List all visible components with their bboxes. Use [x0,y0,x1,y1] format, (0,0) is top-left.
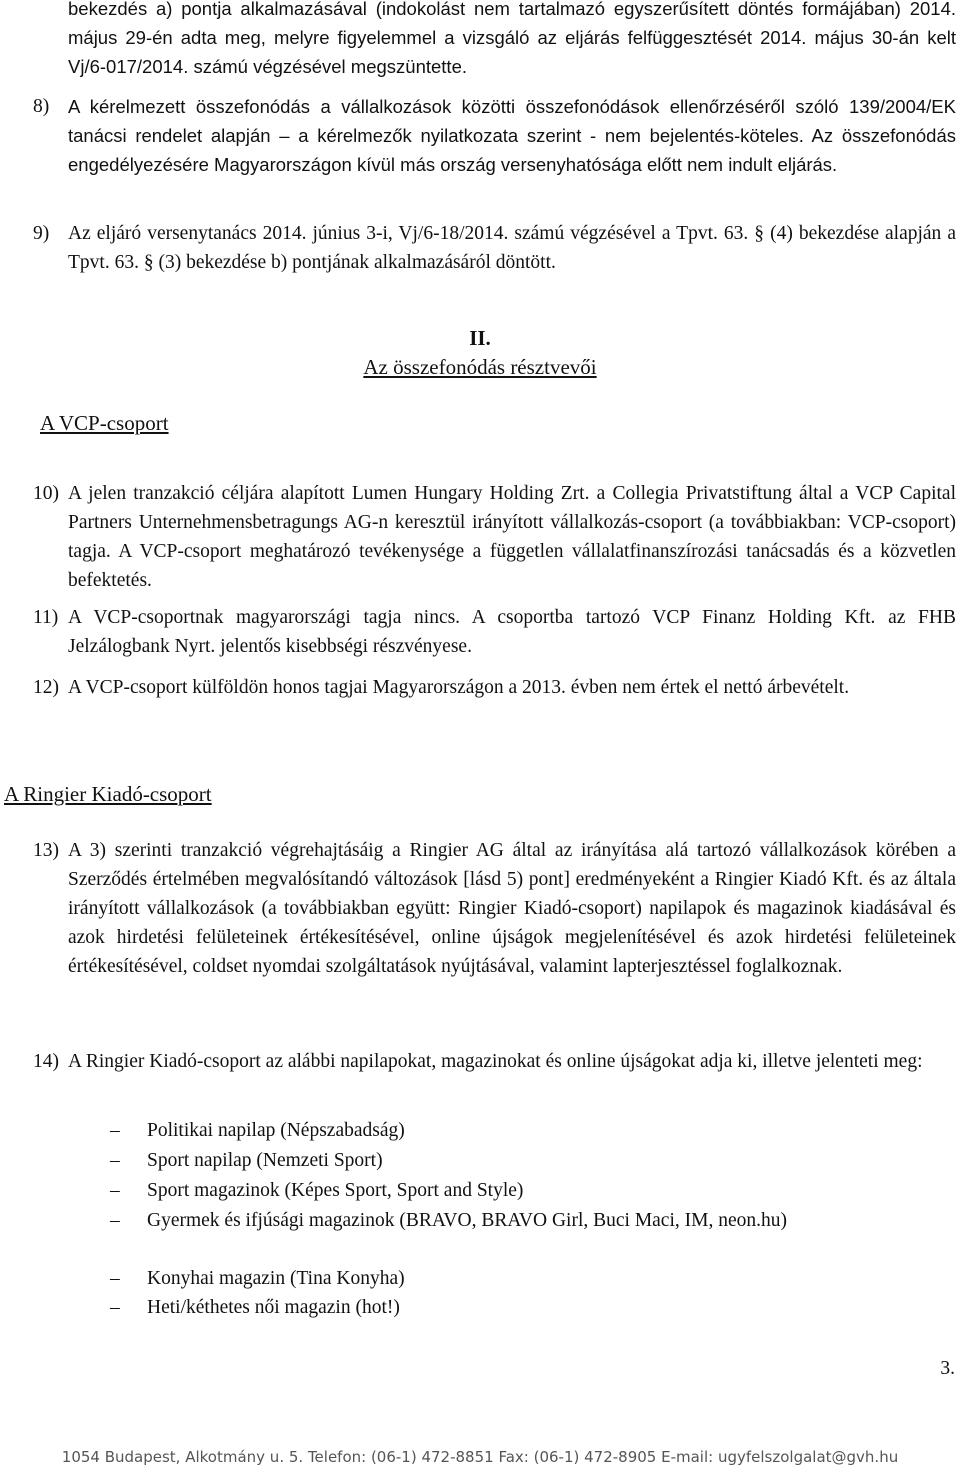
dash-bullet-icon: – [110,1210,120,1231]
item-13 [33,836,956,981]
item-text: A VCP-csoportnak magyarországi tagja nincs. A csoportba tartozó VCP Finanz Holding Kft. az FHB Jelzálogbank Nyrt. jelentős kisebbségi részvényese. [68,607,956,657]
item-text: A VCP-csoport külföldön honos tagjai Magyarországon a 2013. évben nem értek el nettó árbevételt. [68,677,850,698]
item-number: 11) [33,607,59,628]
item-12 [33,673,956,702]
list-item-text: Sport magazinok (Képes Sport, Sport and Style) [147,1180,524,1201]
item-text: A kérelmezett összefonódás a vállalkozások közötti összefonódások ellenőrzéséről szóló 139/2004/EK tanácsi rendelet alapján – a kérelmezők nyilatkozata szerint - nem bejelentés-köteles. Az összefonódás engedélyezésére Magyarországon kívül más ország versenyhatósága előtt nem indult eljárás. [68,96,956,175]
dash-bullet-icon: – [110,1120,120,1141]
section-roman-numeral: II. [469,326,491,350]
item-number: 8) [33,96,50,117]
item-text: A Ringier Kiadó-csoport az alábbi napilapokat, magazinokat és online újságokat adja ki, illetve jelenteti meg: [68,1051,923,1072]
list-item-text: Konyhai magazin (Tina Konyha) [147,1268,405,1289]
subheading-ringier: A Ringier Kiadó-csoport [4,782,212,806]
item-number: 12) [33,677,59,698]
list-item-text: Gyermek és ifjúsági magazinok (BRAVO, BRAVO Girl, Buci Maci, IM, neon.hu) [147,1210,787,1231]
item-number: 13) [33,840,59,861]
list-item-text: Heti/kéthetes női magazin (hot!) [147,1297,400,1318]
list-item-text: Sport napilap (Nemzeti Sport) [147,1150,383,1171]
top-paragraph: bekezdés a) pontja alkalmazásával (indokolást nem tartalmazó egyszerűsített döntés formájában) 2014. május 29-én adta meg, melyre figyelemmel a vizsgáló az eljárás felfüggesztését 2014. május 30-án kelt Vj/6-017/2014. számú végzésével megszüntette. [68,0,956,77]
dash-bullet-icon: – [110,1180,120,1201]
section-title: Az összefonódás résztvevői [363,355,597,379]
item-number: 10) [33,483,59,504]
dash-bullet-icon: – [110,1297,120,1318]
item-number: 9) [33,223,50,244]
page-number: 3. [940,1358,955,1379]
item-text: A jelen tranzakció céljára alapított Lumen Hungary Holding Zrt. a Collegia Privatstiftung által a VCP Capital Partners Unternehmensbetragungs AG-n keresztül irányított vállalkozás-csoport (a továbbiakban: VCP-csoport) tagja. A VCP-csoport meghatározó tevékenysége a független vállalatfinanszírozási tanácsadás és a közvetlen befektetés. [68,483,956,591]
item-number: 14) [33,1051,59,1072]
item-14 [33,1047,956,1076]
footer-contact: 1054 Budapest, Alkotmány u. 5. Telefon: (06-1) 472-8851 Fax: (06-1) 472-8905 E-mail: ugyfelszolgalat@gvh.hu [61,1448,899,1466]
item-8 [33,92,956,179]
item-text: A 3) szerinti tranzakció végrehajtásáig a Ringier AG által az irányítása alá tartozó vállalkozások körében a Szerződés értelmében megvalósítandó változások [lásd 5) pont] eredményeként a Ringier Kiadó Kft. és az általa irányított vállalkozások (a továbbiakban együtt: Ringier Kiadó-csoport) napilapok és magazinok kiadásával és azok hirdetési felületeinek értékesítésével, online újságok megjelenítésével és azok hirdetési felületeinek értékesítésével, coldset nyomdai szolgáltatások nyújtásával, valamint lapterjesztéssel foglalkoznak. [68,840,956,977]
dash-bullet-icon: – [110,1150,120,1171]
dash-bullet-icon: – [110,1268,120,1289]
list-item-text: Politikai napilap (Népszabadság) [147,1120,405,1141]
item-9 [33,219,956,277]
item-11 [33,603,956,661]
item-10 [33,479,956,595]
subheading-vcp: A VCP-csoport [40,411,169,435]
item-text: Az eljáró versenytanács 2014. június 3-i, Vj/6-18/2014. számú végzésével a Tpvt. 63. § (4) bekezdése alapján a Tpvt. 63. § (3) bekezdése b) pontjának alkalmazásáról döntött. [68,223,956,273]
